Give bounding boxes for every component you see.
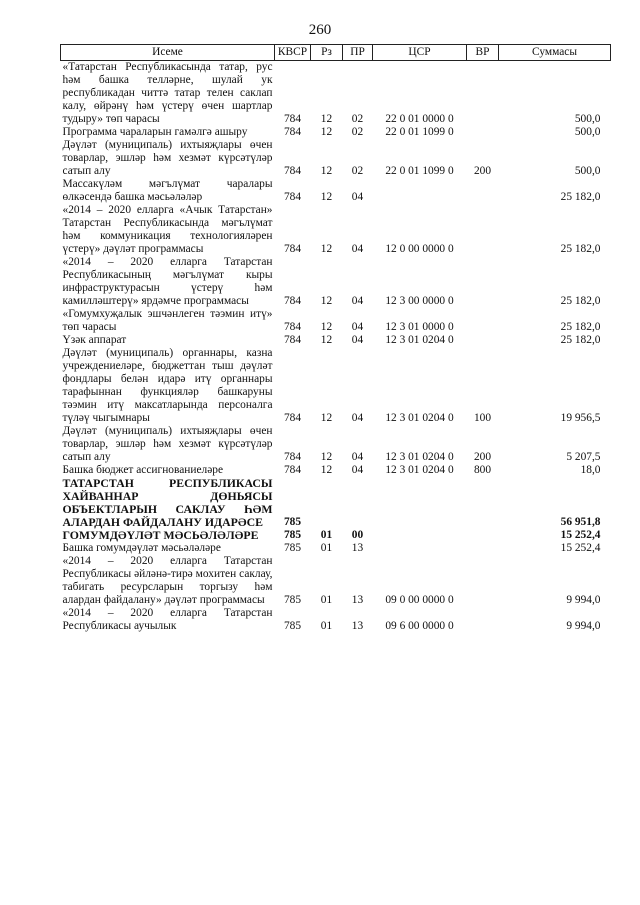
cell-kvsr: 785 — [283, 620, 302, 632]
cell-rz: 12 — [320, 464, 333, 476]
header-name: Исеме — [61, 45, 275, 61]
cell-name: Программа чараларын гамәлгә ашыру — [62, 126, 248, 138]
cell-pr: 04 — [351, 243, 364, 255]
cell-name: Башка гомумдәүләт мәсьәләләре — [62, 542, 221, 554]
cell-pr: 02 — [351, 113, 364, 125]
cell-kvsr: 784 — [283, 243, 302, 255]
table-row — [61, 555, 611, 607]
cell-name: «2014 – 2020 елларга Татарстан Республикасы әйләнә-тирә мохитен саклау, табигать ресурсларын торгызу һәм алардан файдалану» дәүләт программасы — [62, 555, 273, 606]
table-row — [61, 256, 611, 308]
table-row — [61, 347, 611, 425]
cell-kvsr: 785 — [283, 594, 302, 606]
page-number: 260 — [308, 22, 332, 38]
cell-rz: 12 — [320, 126, 333, 138]
cell-vr: 100 — [473, 412, 492, 424]
cell-vr — [467, 607, 499, 633]
cell-rz: 12 — [320, 334, 333, 346]
cell-sum: 15 252,4 — [560, 542, 601, 554]
cell-csr — [373, 529, 467, 542]
cell-kvsr: 784 — [283, 334, 302, 346]
cell-vr — [467, 126, 499, 139]
header-kvsr: КВСР — [275, 45, 311, 61]
cell-csr: 12 3 01 0204 0 — [385, 451, 454, 463]
cell-vr — [467, 178, 499, 204]
cell-sum: 25 182,0 — [560, 243, 601, 255]
cell-csr: 12 3 01 0204 0 — [385, 334, 454, 346]
cell-pr — [343, 477, 373, 529]
cell-csr: 12 3 01 0000 0 — [385, 321, 454, 333]
cell-pr: 04 — [351, 191, 364, 203]
table-row — [61, 542, 611, 555]
cell-pr: 04 — [351, 412, 364, 424]
cell-kvsr: 784 — [283, 451, 302, 463]
table-row — [61, 308, 611, 334]
cell-csr: 12 3 01 0204 0 — [385, 464, 454, 476]
cell-csr — [373, 542, 467, 555]
cell-pr: 04 — [351, 295, 364, 307]
header-pr: ПР — [343, 45, 373, 61]
cell-kvsr: 784 — [283, 126, 302, 138]
cell-kvsr: 784 — [283, 295, 302, 307]
cell-vr: 200 — [473, 451, 492, 463]
budget-table — [60, 44, 611, 633]
table-body — [61, 61, 611, 634]
cell-name: «2014 – 2020 елларга Татарстан Республикасының мәгълүмат кыры инфраструктурасын үстерү һәм камилләштерү» ярдәмче программасы — [62, 256, 273, 307]
cell-kvsr: 784 — [283, 191, 302, 203]
cell-kvsr: 784 — [283, 412, 302, 424]
cell-vr — [467, 529, 499, 542]
cell-csr — [373, 178, 467, 204]
cell-sum: 15 252,4 — [560, 529, 601, 541]
cell-rz: 01 — [320, 529, 333, 541]
cell-sum: 500,0 — [574, 113, 601, 125]
cell-vr: 200 — [473, 165, 492, 177]
cell-vr — [467, 204, 499, 256]
cell-kvsr: 785 — [283, 529, 302, 541]
table-header — [61, 45, 611, 61]
cell-name: «2014 – 2020 елларга Татарстан Республикасы аучылык — [62, 607, 273, 632]
table-row — [61, 139, 611, 178]
cell-rz: 12 — [320, 295, 333, 307]
cell-csr: 09 6 00 0000 0 — [385, 620, 454, 632]
cell-rz: 01 — [320, 542, 333, 554]
header-rz: Рз — [311, 45, 343, 61]
cell-vr — [467, 555, 499, 607]
header-vr: ВР — [467, 45, 499, 61]
cell-vr — [467, 334, 499, 347]
cell-csr: 12 0 00 0000 0 — [385, 243, 454, 255]
cell-name: Дәүләт (муниципаль) органнары, казна учреждениеләре, бюджеттан тыш дәүләт фондлары белән идарә итү органнары тарафыннан функцияләр башкаруны тәэмин итү максатларында персоналга түләү чыгымнары — [62, 347, 273, 424]
cell-sum: 19 956,5 — [560, 412, 601, 424]
cell-rz: 12 — [320, 191, 333, 203]
cell-vr — [467, 308, 499, 334]
cell-name: Дәүләт (муниципаль) ихтыяҗлары өчен товарлар, эшләр һәм хезмәт күрсәтүләр сатып алу — [62, 139, 273, 177]
cell-name: «Гомумхуҗалык эшчәнлеген тәэмин итү» төп чарасы — [62, 308, 273, 333]
cell-name: Үзәк аппарат — [62, 334, 127, 346]
header-csr: ЦСР — [373, 45, 467, 61]
table-row — [61, 425, 611, 464]
cell-pr: 04 — [351, 464, 364, 476]
cell-name: Башка бюджет ассигнованиеләре — [62, 464, 224, 476]
cell-sum: 9 994,0 — [566, 594, 601, 606]
cell-pr: 02 — [351, 126, 364, 138]
cell-rz: 01 — [320, 594, 333, 606]
cell-kvsr: 785 — [283, 542, 302, 554]
header-sum: Суммасы — [499, 45, 611, 61]
cell-pr: 02 — [351, 165, 364, 177]
cell-csr: 12 3 01 0204 0 — [385, 412, 454, 424]
cell-rz: 01 — [320, 620, 333, 632]
table-row — [61, 178, 611, 204]
cell-csr: 22 0 01 1099 0 — [385, 165, 454, 177]
cell-kvsr: 784 — [283, 165, 302, 177]
table-row — [61, 477, 611, 529]
cell-pr: 00 — [351, 529, 364, 541]
cell-vr: 800 — [473, 464, 492, 476]
cell-sum: 25 182,0 — [560, 295, 601, 307]
cell-sum: 25 182,0 — [560, 334, 601, 346]
cell-csr — [373, 477, 467, 529]
cell-pr: 04 — [351, 334, 364, 346]
cell-sum: 56 951,8 — [560, 516, 601, 528]
table-row — [61, 126, 611, 139]
cell-sum: 18,0 — [580, 464, 601, 476]
cell-pr: 13 — [351, 542, 364, 554]
cell-rz: 12 — [320, 113, 333, 125]
cell-name: ГОМУМДӘҮЛӘТ МӘСЬӘЛӘЛӘРЕ — [62, 528, 259, 542]
cell-rz: 12 — [320, 451, 333, 463]
table-row — [61, 334, 611, 347]
cell-pr: 04 — [351, 321, 364, 333]
cell-csr: 09 0 00 0000 0 — [385, 594, 454, 606]
cell-name: Дәүләт (муниципаль) ихтыяҗлары өчен товарлар, эшләр һәм хезмәт күрсәтүләр сатып алу — [62, 425, 273, 463]
cell-kvsr: 784 — [283, 113, 302, 125]
cell-name: Массакүләм мәгълүмат чаралары өлкәсендә башка мәсьәләләр — [62, 178, 273, 203]
cell-vr — [467, 256, 499, 308]
cell-rz: 12 — [320, 321, 333, 333]
cell-rz: 12 — [320, 412, 333, 424]
cell-pr: 04 — [351, 451, 364, 463]
cell-kvsr: 785 — [283, 516, 302, 528]
cell-rz: 12 — [320, 243, 333, 255]
cell-name: ТАТАРСТАН РЕСПУБЛИКАСЫ ХАЙВАННАР ДӨНЬЯСЫ ОБЪЕКТЛАРЫН САКЛАУ ҺӘМ АЛАРДАН ФАЙДАЛАНУ ИДАРӘСЕ — [62, 476, 273, 529]
cell-pr: 13 — [351, 594, 364, 606]
cell-name: «2014 – 2020 елларга «Ачык Татарстан» Татарстан Республикасында мәгълүмат һәм коммуникация технологияләрен үстерү» дәүләт программасы — [62, 204, 273, 255]
cell-sum: 25 182,0 — [560, 321, 601, 333]
cell-rz — [311, 477, 343, 529]
cell-vr — [467, 542, 499, 555]
cell-csr: 12 3 00 0000 0 — [385, 295, 454, 307]
table-row — [61, 61, 611, 127]
table-row — [61, 529, 611, 542]
cell-kvsr: 784 — [283, 464, 302, 476]
cell-sum: 25 182,0 — [560, 191, 601, 203]
cell-sum: 5 207,5 — [566, 451, 601, 463]
cell-vr — [467, 61, 499, 127]
cell-csr: 22 0 01 1099 0 — [385, 126, 454, 138]
table-row — [61, 204, 611, 256]
cell-vr — [467, 477, 499, 529]
cell-sum: 500,0 — [574, 165, 601, 177]
cell-csr: 22 0 01 0000 0 — [385, 113, 454, 125]
table-row — [61, 607, 611, 633]
cell-sum: 9 994,0 — [566, 620, 601, 632]
cell-kvsr: 784 — [283, 321, 302, 333]
cell-sum: 500,0 — [574, 126, 601, 138]
cell-rz: 12 — [320, 165, 333, 177]
cell-pr: 13 — [351, 620, 364, 632]
cell-name: «Татарстан Республикасында татар, рус һәм башка телләрне, шулай ук республикадан читтә татар телен саклап калу, өйрәнү һәм үстерү өчен шартлар тудыру» төп чарасы — [62, 61, 273, 125]
